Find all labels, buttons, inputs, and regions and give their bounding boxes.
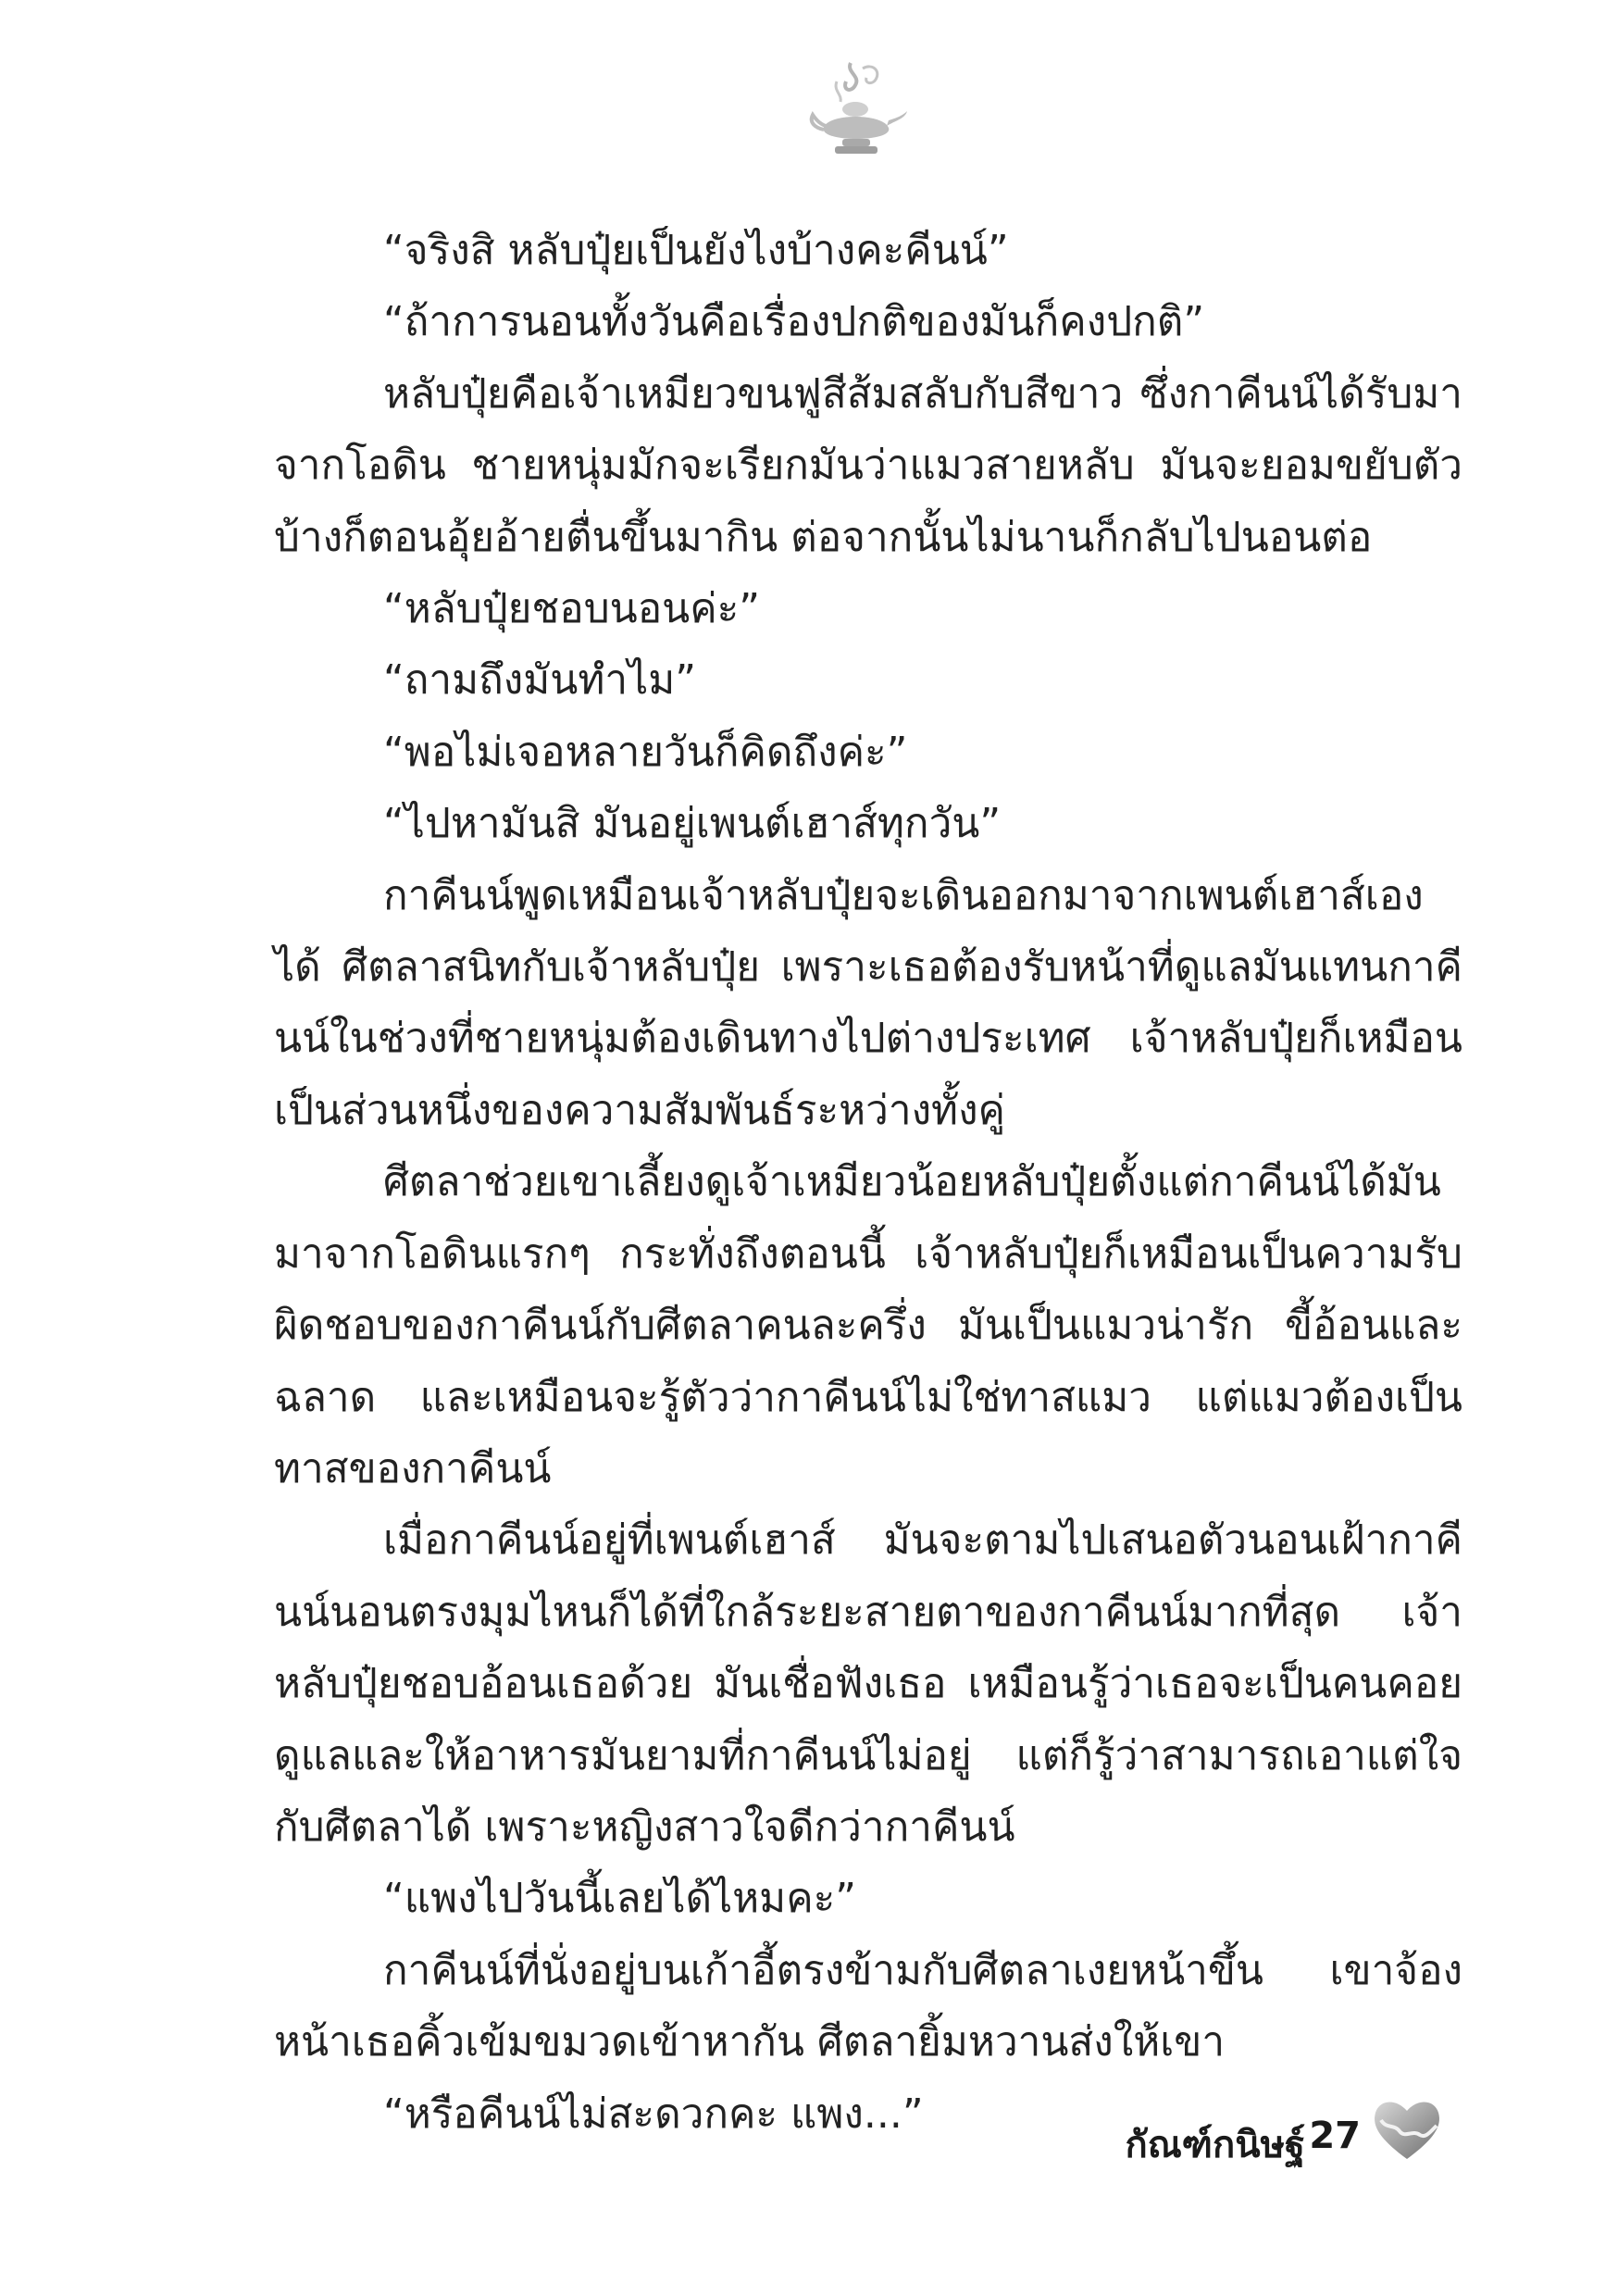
author-name: กัณฑ์กนิษฐ์ [1125, 2124, 1305, 2166]
dialogue-line: “ถ้าการนอนทั้งวันคือเรื่องปกติของมันก็คงปกติ” [383, 298, 1205, 346]
narrative-paragraph: เมื่อกาคีนน์อยู่ที่เพนต์เฮาส์ มันจะตามไปเสนอตัวนอนเฝ้ากาคีนน์นอนตรงมุมไหนก็ได้ที่ใกล้ระยะสายตาของกาคีนน์มากที่สุด เจ้าหลับปุ๋ยชอบอ้อนเธอด้วย มันเชื่อฟังเธอ เหมือนรู้ว่าเธอจะเป็นคนคอยดูแลและให้อาหารมันยามที่กาคีนน์ไม่อยู่ แต่ก็รู้ว่าสามารถเอาแต่ใจกับศีตลาได้ เพราะหญิงสาวใจดีกว่ากาคีนน์ [274, 1516, 1462, 1851]
page-footer [926, 2092, 1444, 2185]
story-body [274, 215, 1462, 2150]
dialogue-line: “หรือคีนน์ไม่สะดวกคะ แพง...” [383, 2090, 924, 2138]
dialogue-line: “ถามถึงมันทำไม” [383, 656, 696, 705]
narrative-paragraph: หลับปุ๋ยคือเจ้าเหมียวขนฟูสีส้มสลับกับสีขาว ซึ่งกาคีนน์ได้รับมาจากโอดิน ชายหนุ่มมักจะเรียกมันว่าแมวสายหลับ มันจะยอมขยับตัวบ้างก็ตอนอุ้ยอ้ายตื่นขึ้นมากิน ต่อจากนั้นไม่นานก็กลับไปนอนต่อ [274, 369, 1462, 561]
narrative-paragraph: กาคีนน์พูดเหมือนเจ้าหลับปุ๋ยจะเดินออกมาจากเพนต์เฮาส์เองได้ ศีตลาสนิทกับเจ้าหลับปุ๋ย เพราะเธอต้องรับหน้าที่ดูแลมันแทนกาคีนน์ในช่วงที่ชายหนุ่มต้องเดินทางไปต่างประเทศ เจ้าหลับปุ๋ยก็เหมือนเป็นส่วนหนึ่งของความสัมพันธ์ระหว่างทั้งคู่ [274, 871, 1462, 1134]
magic-lamp-icon [800, 54, 911, 165]
dialogue-line: “แพงไปวันนี้เลยได้ไหมคะ” [383, 1875, 857, 1923]
narrative-paragraph: ศีตลาช่วยเขาเลี้ยงดูเจ้าเหมียวน้อยหลับปุ๋ยตั้งแต่กาคีนน์ได้มันมาจากโอดินแรกๆ กระทั่งถึงตอนนี้ เจ้าหลับปุ๋ยก็เหมือนเป็นความรับผิดชอบของกาคีนน์กับศีตลาคนละครึ่ง มันเป็นแมวน่ารัก ขี้อ้อนและฉลาด และเหมือนจะรู้ตัวว่ากาคีนน์ไม่ใช่ทาสแมว แต่แมวต้องเป็นทาสของกาคีนน์ [274, 1158, 1462, 1492]
page-number: 27 [1309, 2115, 1361, 2157]
dialogue-line: “หลับปุ๋ยชอบนอนค่ะ” [383, 585, 761, 633]
dialogue-line: “ไปหามันสิ มันอยู่เพนต์เฮาส์ทุกวัน” [383, 800, 1002, 848]
dialogue-line: “พอไม่เจอหลายวันก็คิดถึงค่ะ” [383, 728, 908, 776]
heart-icon [1370, 2092, 1444, 2166]
dialogue-line: “จริงสิ หลับปุ๋ยเป็นยังไงบ้างคะคีนน์” [383, 227, 1009, 274]
narrative-paragraph: กาคีนน์ที่นั่งอยู่บนเก้าอี้ตรงข้ามกับศีตลาเงยหน้าขึ้น เขาจ้องหน้าเธอคิ้วเข้มขมวดเข้าหากัน ศีตลายิ้มหวานส่งให้เขา [274, 1946, 1462, 2066]
